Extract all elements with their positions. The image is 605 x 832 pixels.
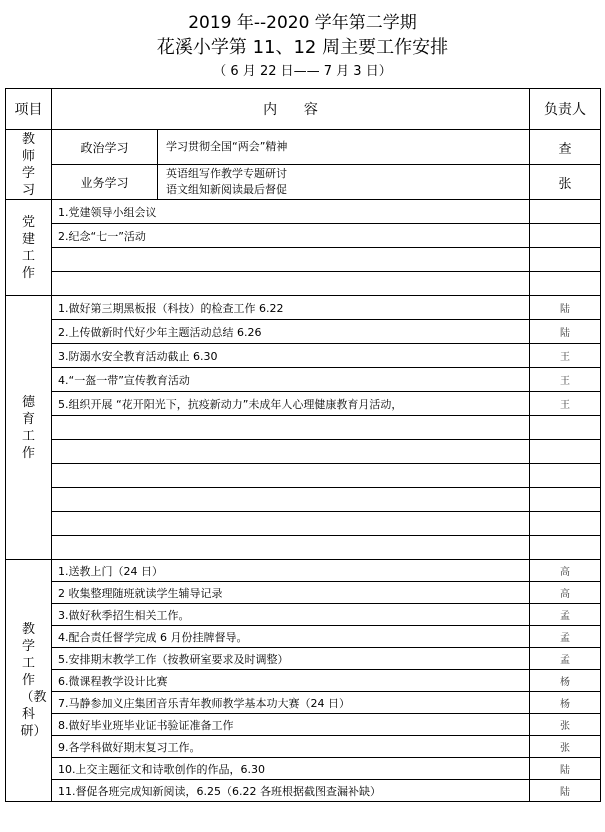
- header-owner: 负责人: [530, 89, 601, 130]
- table-row: [6, 416, 601, 440]
- task-content: 7.马静参加义庄集团音乐青年教师教学基本功大赛（24 日）: [52, 692, 530, 714]
- task-content: 5.组织开展 “花开阳光下，抗疫新动力”未成年人心理健康教育月活动，: [52, 392, 530, 416]
- table-row: [6, 582, 601, 604]
- owner-cell: [530, 488, 601, 512]
- task-content: 1.送教上门（24 日）: [52, 560, 530, 582]
- section-label-teacher-study: 教师学习: [6, 130, 52, 200]
- task-content: [52, 464, 530, 488]
- table-row: [6, 368, 601, 392]
- owner-cell: [530, 200, 601, 224]
- task-content: 9.各学科做好期末复习工作。: [52, 736, 530, 758]
- task-content: [52, 272, 530, 296]
- owner-cell: 王: [530, 368, 601, 392]
- task-content: [52, 248, 530, 272]
- table-row: [6, 248, 601, 272]
- section-label-moral: 德育工作: [6, 296, 52, 560]
- owner-cell: 高: [530, 560, 601, 582]
- owner-cell: 张: [530, 165, 601, 200]
- header-item: 项目: [6, 89, 52, 130]
- task-content: 3.防溺水安全教育活动截止 6.30: [52, 344, 530, 368]
- owner-cell: [530, 224, 601, 248]
- table-row: [6, 512, 601, 536]
- owner-cell: 陆: [530, 320, 601, 344]
- owner-cell: 杨: [530, 670, 601, 692]
- schedule-table: [5, 88, 601, 802]
- study-content-line: 英语组写作教学专题研讨: [166, 167, 287, 180]
- study-content: 学习贯彻全国“两会”精神: [158, 130, 530, 165]
- owner-cell: [530, 416, 601, 440]
- task-content: [52, 536, 530, 560]
- owner-cell: 孟: [530, 626, 601, 648]
- task-content: 4.“一盔一带”宣传教育活动: [52, 368, 530, 392]
- task-content: 2.纪念“七一”活动: [52, 224, 530, 248]
- table-row: [6, 648, 601, 670]
- table-header-row: [6, 89, 601, 130]
- task-content: 10.上交主题征文和诗歌创作的作品，6.30: [52, 758, 530, 780]
- table-row: [6, 320, 601, 344]
- task-content: 6.微课程教学设计比赛: [52, 670, 530, 692]
- table-row: [6, 780, 601, 802]
- table-row: [6, 272, 601, 296]
- table-row: [6, 344, 601, 368]
- task-content: [52, 488, 530, 512]
- task-content: 11.督促各班完成知新阅读，6.25（6.22 各班根据截图查漏补缺）: [52, 780, 530, 802]
- task-content: [52, 416, 530, 440]
- owner-cell: [530, 272, 601, 296]
- owner-cell: 王: [530, 392, 601, 416]
- task-content: 1.党建领导小组会议: [52, 200, 530, 224]
- table-row: [6, 488, 601, 512]
- owner-cell: 孟: [530, 604, 601, 626]
- owner-cell: [530, 440, 601, 464]
- table-row: [6, 670, 601, 692]
- owner-cell: [530, 464, 601, 488]
- owner-cell: 张: [530, 736, 601, 758]
- study-content: [158, 165, 530, 200]
- task-content: 2 收集整理随班就读学生辅导记录: [52, 582, 530, 604]
- page-title-main: 花溪小学第 11、12 周主要工作安排: [156, 37, 449, 58]
- task-content: 3.做好秋季招生相关工作。: [52, 604, 530, 626]
- owner-cell: 孟: [530, 648, 601, 670]
- owner-cell: 陆: [530, 758, 601, 780]
- task-content: 4.配合责任督学完成 6 月份挂牌督导。: [52, 626, 530, 648]
- table-row: [6, 626, 601, 648]
- table-row: [6, 714, 601, 736]
- task-content: 2.上传做新时代好少年主题活动总结 6.26: [52, 320, 530, 344]
- page-title-dates: （ 6 月 22 日—— 7 月 3 日）: [213, 64, 392, 79]
- table-row: [6, 165, 601, 200]
- section-label-party: 党建工作: [6, 200, 52, 296]
- table-row: [6, 692, 601, 714]
- table-row: [6, 758, 601, 780]
- owner-cell: 高: [530, 582, 601, 604]
- owner-cell: 张: [530, 714, 601, 736]
- study-content-line: 语文组知新阅读最后督促: [166, 183, 287, 196]
- owner-cell: 王: [530, 344, 601, 368]
- owner-cell: 杨: [530, 692, 601, 714]
- table-row: [6, 536, 601, 560]
- owner-cell: [530, 248, 601, 272]
- owner-cell: 陆: [530, 780, 601, 802]
- task-content: [52, 512, 530, 536]
- owner-cell: 陆: [530, 296, 601, 320]
- table-row: [6, 440, 601, 464]
- page-title-term: 2019 年--2020 学年第二学期: [188, 13, 417, 33]
- table-row: [6, 604, 601, 626]
- table-row: [6, 224, 601, 248]
- table-row: [6, 560, 601, 582]
- owner-cell: [530, 536, 601, 560]
- task-content: [52, 440, 530, 464]
- table-row: [6, 296, 601, 320]
- owner-cell: [530, 512, 601, 536]
- owner-cell: 查: [530, 130, 601, 165]
- header-content: 内 容: [52, 89, 530, 130]
- table-row: [6, 392, 601, 416]
- section-label-teaching: 教学工作（教科研）: [6, 560, 52, 802]
- study-type: 业务学习: [52, 165, 158, 200]
- table-row: [6, 464, 601, 488]
- table-row: [6, 130, 601, 165]
- study-type: 政治学习: [52, 130, 158, 165]
- task-content: 1.做好第三期黑板报（科技）的检查工作 6.22: [52, 296, 530, 320]
- task-content: 5.安排期末教学工作（按教研室要求及时调整）: [52, 648, 530, 670]
- table-row: [6, 736, 601, 758]
- table-row: [6, 200, 601, 224]
- task-content: 8.做好毕业班毕业证书验证准备工作: [52, 714, 530, 736]
